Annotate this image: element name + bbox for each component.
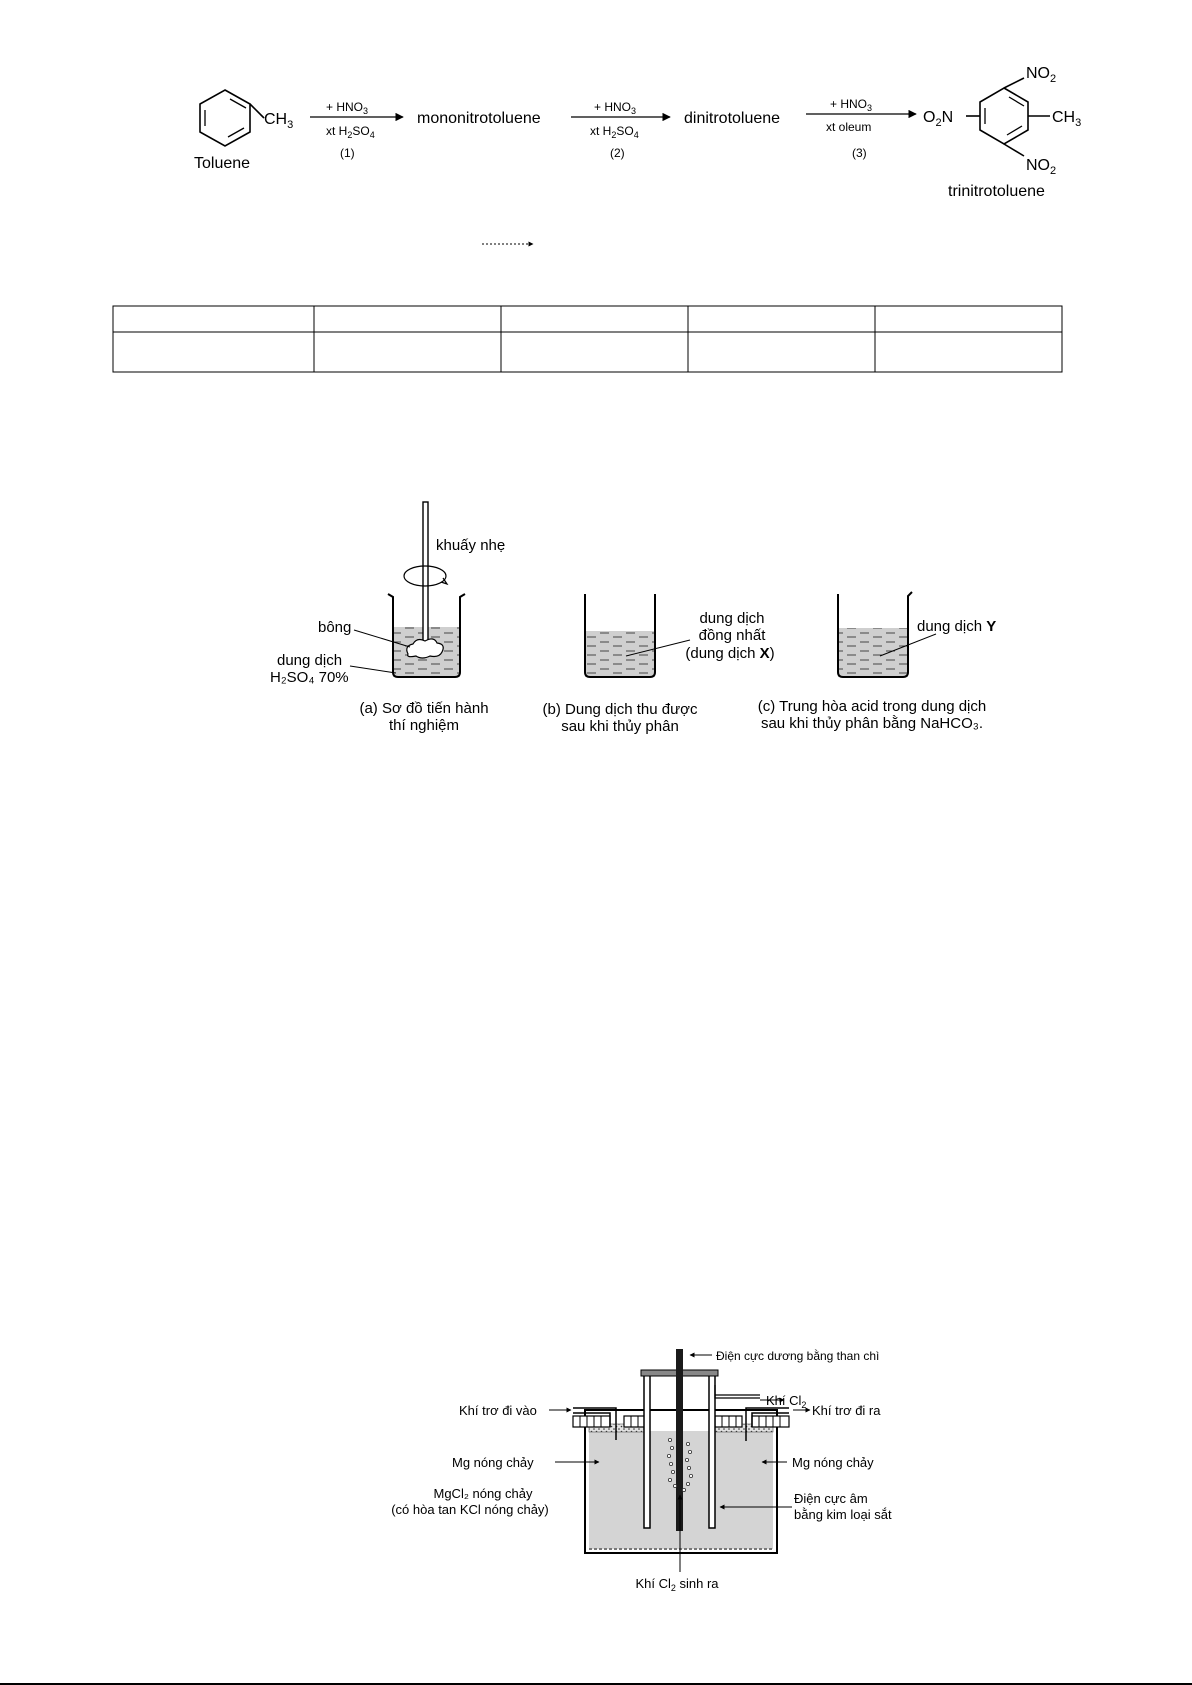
step3-reagent: + $HNO_3$: [830, 97, 873, 113]
toluene-structure: [194, 90, 293, 172]
cotton-label: bông: [318, 619, 352, 636]
dinitrotoluene-label: dinitrotoluene: [684, 110, 781, 127]
inert-in-label: Khí trơ đi vào: [459, 1403, 537, 1418]
beaker-a: [270, 502, 505, 734]
step2-catalyst: xt $H_2SO_4$: [590, 124, 639, 140]
step-3: [806, 97, 916, 160]
acid-label-2: H₂SO₄ 70%: [270, 669, 349, 686]
tnt-structure: [923, 65, 1081, 200]
cathode-label-1: Điện cực âm: [794, 1491, 868, 1506]
tnt-o2n: $O_2N$: [923, 109, 954, 129]
cl2-out-label: Khí $Cl_2$: [766, 1393, 807, 1410]
solution-x-3: (dung dịch X): [685, 645, 775, 662]
step2-number: (2): [610, 146, 625, 160]
stirring-rod: [423, 502, 428, 652]
toluene-label: Toluene: [194, 155, 251, 172]
caption-a-1: (a) Sơ đồ tiến hành: [359, 700, 489, 717]
caption-c-1: (c) Trung hòa acid trong dung dịch: [757, 698, 987, 715]
cathode-label-2: bằng kim loại sắt: [794, 1507, 892, 1522]
tnt-label: trinitrotoluene: [948, 183, 1045, 200]
caption-c-2: sau khi thủy phân bằng NaHCO₃.: [760, 715, 984, 732]
cathode-right: [709, 1375, 715, 1528]
reaction-scheme: [194, 65, 1081, 244]
tnt-no2-top: $NO_2$: [1026, 65, 1057, 85]
anode-label: Điện cực dương bằng than chì: [716, 1349, 880, 1363]
cathode-left: [644, 1375, 650, 1528]
caption-b-1: (b) Dung dịch thu được: [542, 701, 698, 718]
hydrolysis-figure: [270, 502, 996, 735]
step1-reagent: + $HNO_3$: [326, 100, 369, 116]
inert-out-label: Khí trơ đi ra: [812, 1403, 881, 1418]
step1-number: (1): [340, 146, 355, 160]
tnt-ch3: $CH_3$: [1052, 109, 1082, 129]
stir-label: khuấy nhẹ: [436, 537, 506, 554]
empty-table: [113, 306, 1062, 372]
mg-left-label: Mg nóng chảy: [452, 1455, 534, 1470]
toluene-ch3: $CH_3$: [264, 111, 294, 131]
step1-catalyst: xt $H_2SO_4$: [326, 124, 375, 140]
mononitrotoluene-label: mononitrotoluene: [417, 110, 541, 127]
beaker-b: [543, 594, 775, 735]
acid-label-1: dung dịch: [277, 652, 343, 669]
mgcl2-label-2: (có hòa tan KCl nóng chảy): [391, 1502, 549, 1517]
electrolysis-figure: [391, 1348, 892, 1593]
cl2-generated-label: Khí $Cl_2$ sinh ra: [635, 1576, 719, 1593]
step3-catalyst: xt oleum: [826, 120, 872, 134]
beaker-c: [758, 592, 996, 732]
caption-a-2: thí nghiệm: [388, 717, 460, 734]
mg-right-label: Mg nóng chảy: [792, 1455, 874, 1470]
step3-number: (3): [852, 146, 867, 160]
caption-b-2: sau khi thủy phân: [561, 718, 679, 735]
solution-x-2: đồng nhất: [698, 627, 766, 644]
solution-x-1: dung dịch: [699, 610, 765, 627]
tnt-no2-bottom: $NO_2$: [1026, 157, 1057, 177]
mgcl2-label-1: MgCl₂ nóng chảy: [433, 1486, 533, 1501]
step2-reagent: + $HNO_3$: [594, 100, 637, 116]
step-1: [310, 100, 403, 160]
solution-y: dung dịch Y: [917, 618, 997, 635]
step-2: [571, 100, 670, 160]
